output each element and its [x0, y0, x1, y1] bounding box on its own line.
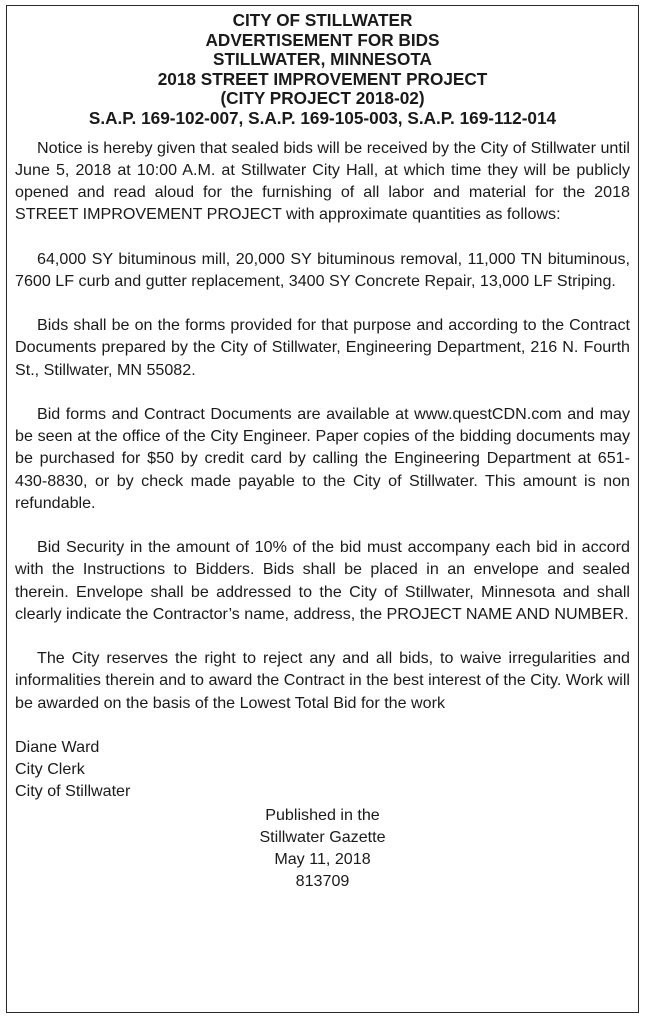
signature-block	[7, 736, 638, 803]
legal-notice	[6, 5, 639, 1013]
publication-line1: Published in the	[265, 805, 380, 824]
signer-name: Diane Ward	[15, 737, 100, 756]
paragraph-forms: Bids shall be on the forms provided for that purpose and according to the Contract Documents prepared by the City of Stillwater, Engineering Department, 216 N. Fourth St., Stillwater, MN 55082.	[15, 316, 630, 379]
notice-body	[7, 129, 638, 714]
header-city: CITY OF STILLWATER	[232, 10, 413, 30]
signer-title: City Clerk	[15, 760, 85, 779]
publication-info	[7, 804, 638, 893]
paragraph-bid-security: Bid Security in the amount of 10% of the bid must accompany each bid in accord with the Instructions to Bidders. Bids shall be placed in an envelope and sealed therein. Envelope shall be addressed to the City of Stillwater, Minnesota and shall clearly indicate the Contractor’s name, address, the PROJECT NAME AND NUMBER.	[15, 538, 630, 623]
header-location: STILLWATER, MINNESOTA	[213, 49, 432, 70]
paragraph-reservation: The City reserves the right to reject any and all bids, to waive irregularities and informalities therein and to award the Contract in the best interest of the City. Work will be awarded on the basis of the Lowest Total Bid for the work	[15, 649, 630, 712]
signer-org: City of Stillwater	[15, 782, 131, 801]
header-title: ADVERTISEMENT FOR BIDS	[205, 29, 440, 50]
publication-date: May 11, 2018	[274, 849, 371, 868]
publication-number: 813709	[295, 872, 350, 891]
header-project: 2018 STREET IMPROVEMENT PROJECT	[157, 68, 488, 89]
header-sap-numbers: S.A.P. 169-102-007, S.A.P. 169-105-003, S.A.P. 169-112-014	[88, 107, 557, 128]
header-project-number: (CITY PROJECT 2018-02)	[220, 88, 425, 109]
publication-paper: Stillwater Gazette	[259, 827, 386, 846]
paragraph-notice: Notice is hereby given that sealed bids will be received by the City of Stillwater until June 5, 2018 at 10:00 A.M. at Stillwater City Hall, at which time they will be publicly opened and read aloud for the furnishing of all labor and material for the 2018 STREET IMPROVEMENT PROJECT with approximate quantities as follows:	[15, 138, 630, 224]
paragraph-documents: Bid forms and Contract Documents are available at www.questCDN.com and may be seen at the office of the City Engineer. Paper copies of the bidding documents may be purchased for $50 by credit card by calling the Engineering Department at 651-430-8830, or by check made payable to the City of Stillwater. This amount is non refundable.	[15, 404, 630, 512]
paragraph-quantities: 64,000 SY bituminous mill, 20,000 SY bituminous removal, 11,000 TN bituminous, 7600 LF curb and gutter replacement, 3400 SY Concrete Repair, 13,000 LF Striping.	[15, 249, 630, 290]
notice-header	[7, 6, 638, 129]
